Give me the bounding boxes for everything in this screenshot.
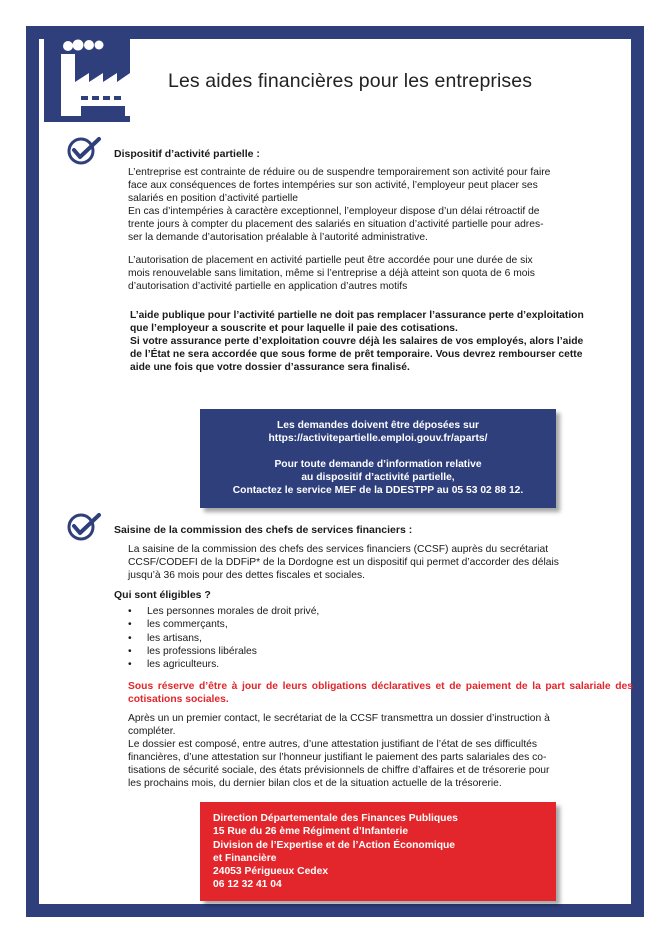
list-item: • les artisans,	[128, 632, 319, 645]
text-line: Le dossier est composé, entre autres, d’une attestation justifiant de l’état de ses difficultés	[128, 738, 538, 750]
text-line: de l’État ne sera accordée que sous forme de prêt temporaire. Vous devrez rembourser cette	[130, 348, 583, 360]
text-line: ser la demande d’autorisation préalable à l’autorité administrative.	[128, 231, 428, 243]
section-heading-activite-partielle: Dispositif d’activité partielle :	[114, 148, 260, 160]
contact-line: Division de l’Expertise et de l’Action Économique	[213, 839, 456, 851]
list-item: • les commerçants,	[128, 618, 319, 631]
paragraph-activite-3	[130, 310, 635, 375]
text-line: face aux conséquences de fortes intempéries sur son activité, l’employeur peut placer ses	[128, 179, 538, 191]
condition-note: Sous réserve d’être à jour de leurs obligations déclaratives et de paiement de la part salariale des cotisations sociales.	[128, 681, 633, 705]
text-line: En cas d’intempéries à caractère exceptionnel, l’employeur dispose d’un délai rétroactif de	[128, 205, 540, 217]
text-line: financières, d’une attestation sur l’honneur justifiant le paiement des parts salariales des co-	[128, 751, 547, 763]
contact-line: 24053 Périgueux Cedex	[213, 866, 329, 878]
info-line: au dispositif d’activité partielle,	[301, 472, 455, 483]
text-line: d’autorisation d’activité partielle en application d’autres motifs	[128, 280, 408, 292]
page-title: Les aides financières pour les entreprises	[168, 70, 533, 92]
paragraph-activite-1	[128, 167, 633, 244]
paragraph-activite-2	[128, 255, 633, 294]
info-line	[200, 445, 556, 458]
list-item: • les agriculteurs.	[128, 658, 319, 671]
info-line: Les demandes doivent être déposées sur	[276, 420, 479, 431]
contact-line: 15 Rue du 26 ème Régiment d’Infanterie	[213, 826, 409, 838]
info-line: Contactez le service MEF de la DDESTPP au 05 53 02 88 12.	[232, 485, 524, 496]
text-line: mois renouvelable sans limitation, même si l’entreprise a déjà atteint son quota de 6 mois	[128, 267, 535, 279]
text-line: L’autorisation de placement en activité partielle peut être accordée pour une durée de six	[128, 255, 533, 266]
list-item: • Les personnes morales de droit privé,	[128, 605, 319, 618]
text-line: jusqu’à 36 mois pour des dettes fiscales et sociales.	[128, 569, 365, 581]
text-line: que l’employeur a souscrite et pour laquelle il paie des cotisations.	[130, 322, 458, 334]
factory-icon	[44, 36, 130, 122]
eligible-heading: Qui sont éligibles ?	[114, 589, 211, 601]
phone-number[interactable]: 06 12 32 41 04	[213, 879, 282, 891]
text-line: CCSF/CODEFI de la DDFiP* de la Dordogne est un dispositif qui permet d’accorder des délais	[128, 556, 559, 568]
contact-line: Direction Départementale des Finances Publiques	[213, 813, 458, 824]
text-line: les prochains mois, du dernier bilan clos et de la situation actuelle de la trésorerie.	[128, 777, 502, 789]
text-line: L’aide publique pour l’activité partielle ne doit pas remplacer l’assurance perte d’exploitation	[130, 310, 584, 321]
text-line: tisations de sécurité sociale, des états prévisionnels de chiffre d’affaires et de trésorerie pour	[128, 764, 550, 776]
text-line: La saisine de la commission des chefs des services financiers (CCSF) auprès du secrétariat	[128, 544, 549, 555]
text-line: compléter.	[128, 725, 176, 737]
text-line: salariés en position d’activité partielle	[128, 192, 298, 204]
info-box-activite-partielle	[200, 409, 556, 508]
text-line: Si votre assurance perte d’exploitation couvre déjà les salaires de vos employés, alors l’aide	[130, 335, 584, 347]
contact-box-ddfip	[200, 802, 556, 901]
contact-line: et Financière	[213, 852, 277, 864]
info-line: Pour toute demande d’information relative	[274, 459, 482, 470]
list-item: • les professions libérales	[128, 645, 319, 658]
check-circle-icon	[66, 136, 102, 166]
section-heading-ccsf: Saisine de la commission des chefs de services financiers :	[114, 524, 413, 536]
paragraph-ccsf-1	[128, 544, 633, 583]
check-circle-icon	[66, 512, 102, 542]
eligible-list	[128, 605, 319, 671]
text-line: trente jours à compter du placement des salariés en situation d’activité partielle pour adres-	[128, 218, 544, 230]
text-line: Après un un premier contact, le secrétariat de la CCSF transmettra un dossier d’instruction à	[128, 713, 550, 724]
paragraph-ccsf-2	[128, 713, 633, 790]
website-link[interactable]: https://activitepartielle.emploi.gouv.fr/aparts/	[268, 433, 488, 444]
text-line: L’entreprise est contrainte de réduire ou de suspendre temporairement son activité pour faire	[128, 167, 551, 178]
text-line: aide une fois que votre dossier d’assurance sera finalisé.	[130, 361, 410, 373]
